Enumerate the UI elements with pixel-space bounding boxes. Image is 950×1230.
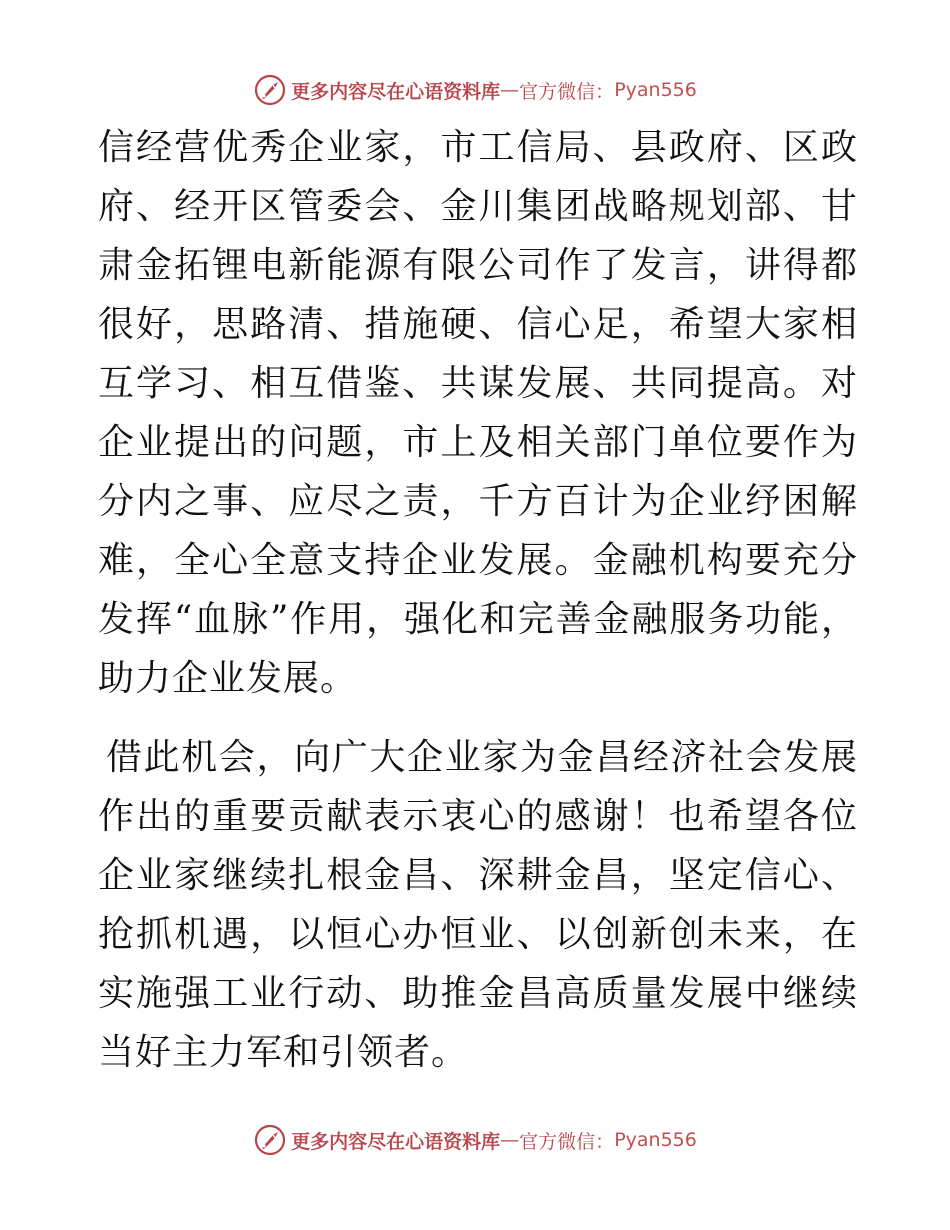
pen-nib-logo-icon xyxy=(253,1123,287,1157)
pen-nib-logo-icon xyxy=(253,73,287,107)
document-body xyxy=(98,118,858,1082)
header-separator: — xyxy=(500,79,520,101)
body-paragraph-1: 信经营优秀企业家，市工信局、县政府、区政府、经开区管委会、金川集团战略规划部、甘肃金拓锂电新能源有限公司作了发言，讲得都很好，思路清、措施硬、信心足，希望大家相互学习、相互借鉴、共谋发展、共同提高。对企业提出的问题，市上及相关部门单位要作为分内之事、应尽之责，千方百计为企业纾困解难，全心全意支持企业发展。金融机构要充分发挥“血脉”作用，强化和完善金融服务功能，助力企业发展。 xyxy=(98,127,858,699)
header-wechat-label: 官方微信： xyxy=(519,80,615,103)
footer-banner xyxy=(0,1120,950,1160)
footer-separator: — xyxy=(500,1129,520,1151)
footer-wechat-label: 官方微信： xyxy=(519,1130,615,1153)
header-wechat-id: Pyan556 xyxy=(614,79,697,101)
header-brand-text: 更多内容尽在心语资料库 xyxy=(291,80,501,103)
header-banner xyxy=(0,70,950,110)
footer-wechat-id: Pyan556 xyxy=(614,1129,697,1151)
body-paragraph-2: 借此机会，向广大企业家为金昌经济社会发展作出的重要贡献表示衷心的感谢！也希望各位企业家继续扎根金昌、深耕金昌，坚定信心、抢抓机遇，以恒心办恒业、以创新创未来，在实施强工业行动、助推金昌高质量发展中继续当好主力军和引领者。 xyxy=(98,737,858,1073)
footer-brand-text: 更多内容尽在心语资料库 xyxy=(291,1130,501,1153)
